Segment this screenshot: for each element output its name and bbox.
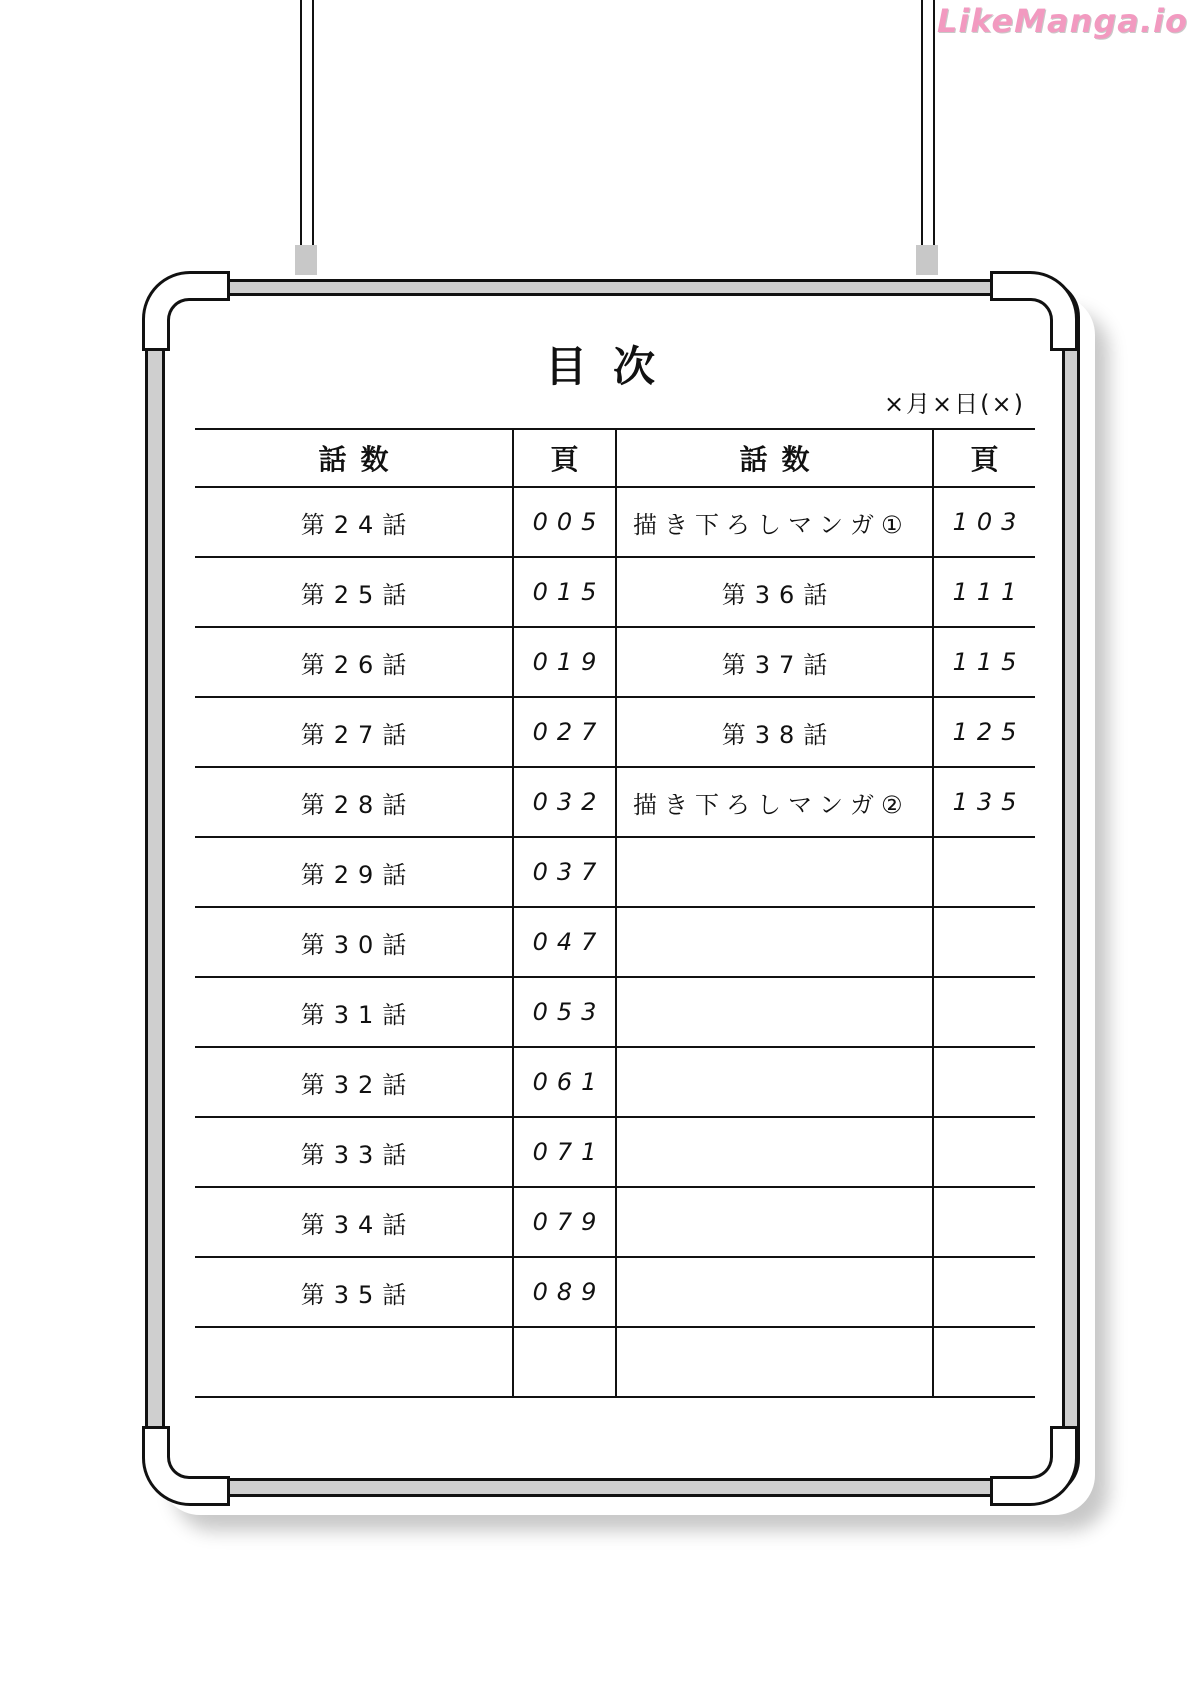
right-episode-cell [616, 1187, 933, 1257]
left-page-cell: 037 [513, 837, 616, 907]
left-episode-cell: 第26話 [195, 627, 513, 697]
right-page-cell [933, 1117, 1035, 1187]
left-episode-cell: 第31話 [195, 977, 513, 1047]
right-page-cell [933, 837, 1035, 907]
left-page-cell: 005 [513, 487, 616, 557]
right-episode-cell: 描き下ろしマンガ② [616, 767, 933, 837]
left-page-cell [513, 1327, 616, 1397]
right-page-cell: 115 [933, 627, 1035, 697]
right-episode-cell: 第36話 [616, 557, 933, 627]
right-page-cell [933, 1257, 1035, 1327]
right-episode-cell: 描き下ろしマンガ① [616, 487, 933, 557]
table-row [195, 1327, 1035, 1397]
frame-corner-bottom-right-inner [990, 1426, 1053, 1479]
table-row [195, 1257, 1035, 1327]
right-episode-cell [616, 1117, 933, 1187]
table-row [195, 1047, 1035, 1117]
right-episode-cell: 第37話 [616, 627, 933, 697]
table-row [195, 767, 1035, 837]
right-episode-cell [616, 1257, 933, 1327]
left-episode-cell: 第28話 [195, 767, 513, 837]
left-page-cell: 027 [513, 697, 616, 767]
left-page-cell: 053 [513, 977, 616, 1047]
left-episode-cell: 第30話 [195, 907, 513, 977]
left-wire-clip [295, 245, 317, 275]
left-page-cell: 061 [513, 1047, 616, 1117]
site-watermark-logo: LikeManga.io [936, 2, 1188, 40]
left-episode-cell [195, 1327, 513, 1397]
left-hanging-wire [300, 0, 314, 245]
table-of-contents [195, 428, 1035, 1398]
table-row [195, 1187, 1035, 1257]
right-episode-cell [616, 1047, 933, 1117]
header-episode-left: 話数 [195, 429, 513, 487]
header-episode-right: 話数 [616, 429, 933, 487]
right-page-cell [933, 977, 1035, 1047]
table-header-row [195, 429, 1035, 487]
table-row [195, 907, 1035, 977]
left-episode-cell: 第33話 [195, 1117, 513, 1187]
left-page-cell: 089 [513, 1257, 616, 1327]
left-page-cell: 015 [513, 557, 616, 627]
right-page-cell [933, 1187, 1035, 1257]
header-page-right: 頁 [933, 429, 1035, 487]
header-page-left: 頁 [513, 429, 616, 487]
left-episode-cell: 第35話 [195, 1257, 513, 1327]
table-body [195, 487, 1035, 1397]
left-page-cell: 032 [513, 767, 616, 837]
right-page-cell: 111 [933, 557, 1035, 627]
right-episode-cell [616, 1327, 933, 1397]
left-page-cell: 079 [513, 1187, 616, 1257]
table-row [195, 977, 1035, 1047]
right-episode-cell: 第38話 [616, 697, 933, 767]
table-row [195, 487, 1035, 557]
left-episode-cell: 第29話 [195, 837, 513, 907]
left-episode-cell: 第27話 [195, 697, 513, 767]
right-page-cell: 103 [933, 487, 1035, 557]
right-page-cell: 135 [933, 767, 1035, 837]
right-page-cell [933, 1327, 1035, 1397]
left-episode-cell: 第24話 [195, 487, 513, 557]
table-row [195, 557, 1035, 627]
table-row [195, 627, 1035, 697]
page-title: 目次 [544, 342, 681, 391]
left-episode-cell: 第25話 [195, 557, 513, 627]
right-page-cell [933, 907, 1035, 977]
table-row [195, 1117, 1035, 1187]
left-episode-cell: 第32話 [195, 1047, 513, 1117]
frame-corner-bottom-left-inner [167, 1426, 230, 1479]
left-page-cell: 071 [513, 1117, 616, 1187]
table-row [195, 837, 1035, 907]
table-row [195, 697, 1035, 767]
right-hanging-wire [921, 0, 935, 245]
date-label: ×月×日(×) [883, 390, 1025, 418]
right-page-cell: 125 [933, 697, 1035, 767]
right-page-cell [933, 1047, 1035, 1117]
right-wire-clip [916, 245, 938, 275]
right-episode-cell [616, 977, 933, 1047]
left-page-cell: 019 [513, 627, 616, 697]
right-episode-cell [616, 907, 933, 977]
left-page-cell: 047 [513, 907, 616, 977]
right-episode-cell [616, 837, 933, 907]
left-episode-cell: 第34話 [195, 1187, 513, 1257]
